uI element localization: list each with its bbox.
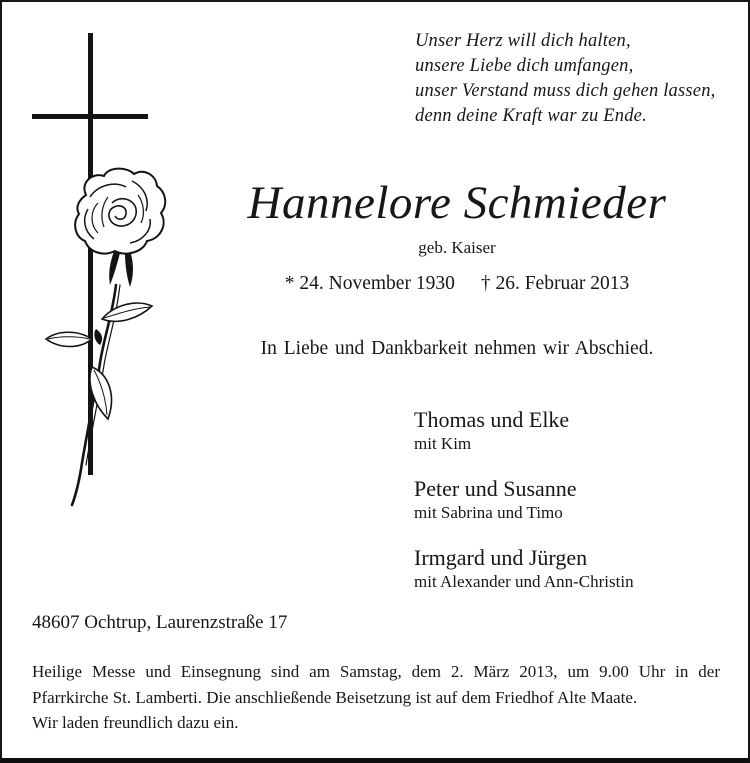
funeral-info	[32, 659, 720, 736]
mourner-group	[414, 477, 634, 523]
maiden-name: geb. Kaiser	[418, 238, 496, 257]
mourner-names: Peter und Susanne	[414, 476, 577, 501]
mourner-children: mit Kim	[414, 434, 472, 453]
life-dates	[112, 273, 750, 295]
mourners-list	[414, 408, 634, 615]
funeral-line: Pfarrkirche St. Lamberti. Die anschließende Beisetzung ist auf dem Friedhof Alte Maate.	[32, 687, 638, 707]
funeral-line: Heilige Messe und Einsegnung sind am Samstag, dem 2. März 2013, um 9.00 Uhr in der	[32, 662, 720, 681]
funeral-line: Wir laden freundlich dazu ein.	[32, 713, 239, 732]
poem-line: denn deine Kraft war zu Ende.	[415, 106, 647, 126]
poem-line: unser Verstand muss dich gehen lassen,	[415, 81, 716, 101]
mourner-group	[414, 408, 634, 454]
death-date: † 26. Februar 2013	[480, 273, 630, 294]
mourner-names: Thomas und Elke	[414, 407, 570, 432]
cross-icon	[32, 114, 148, 119]
mourner-names: Irmgard und Jürgen	[414, 545, 588, 570]
address-line: 48607 Ochtrup, Laurenzstraße 17	[32, 612, 288, 633]
deceased-name: Hannelore Schmieder	[247, 177, 667, 229]
farewell-line: In Liebe und Dankbarkeit nehmen wir Abschied.	[260, 338, 654, 359]
birth-date: * 24. November 1930	[284, 273, 455, 294]
poem-line: Unser Herz will dich halten,	[415, 31, 631, 51]
rose-icon	[42, 167, 172, 517]
mourner-children: mit Sabrina und Timo	[414, 503, 563, 522]
deceased-block	[112, 177, 750, 360]
epitaph-poem	[415, 29, 716, 129]
poem-line: unsere Liebe dich umfangen,	[415, 56, 634, 76]
mourner-children: mit Alexander und Ann-Christin	[414, 572, 634, 591]
mourner-group	[414, 546, 634, 592]
